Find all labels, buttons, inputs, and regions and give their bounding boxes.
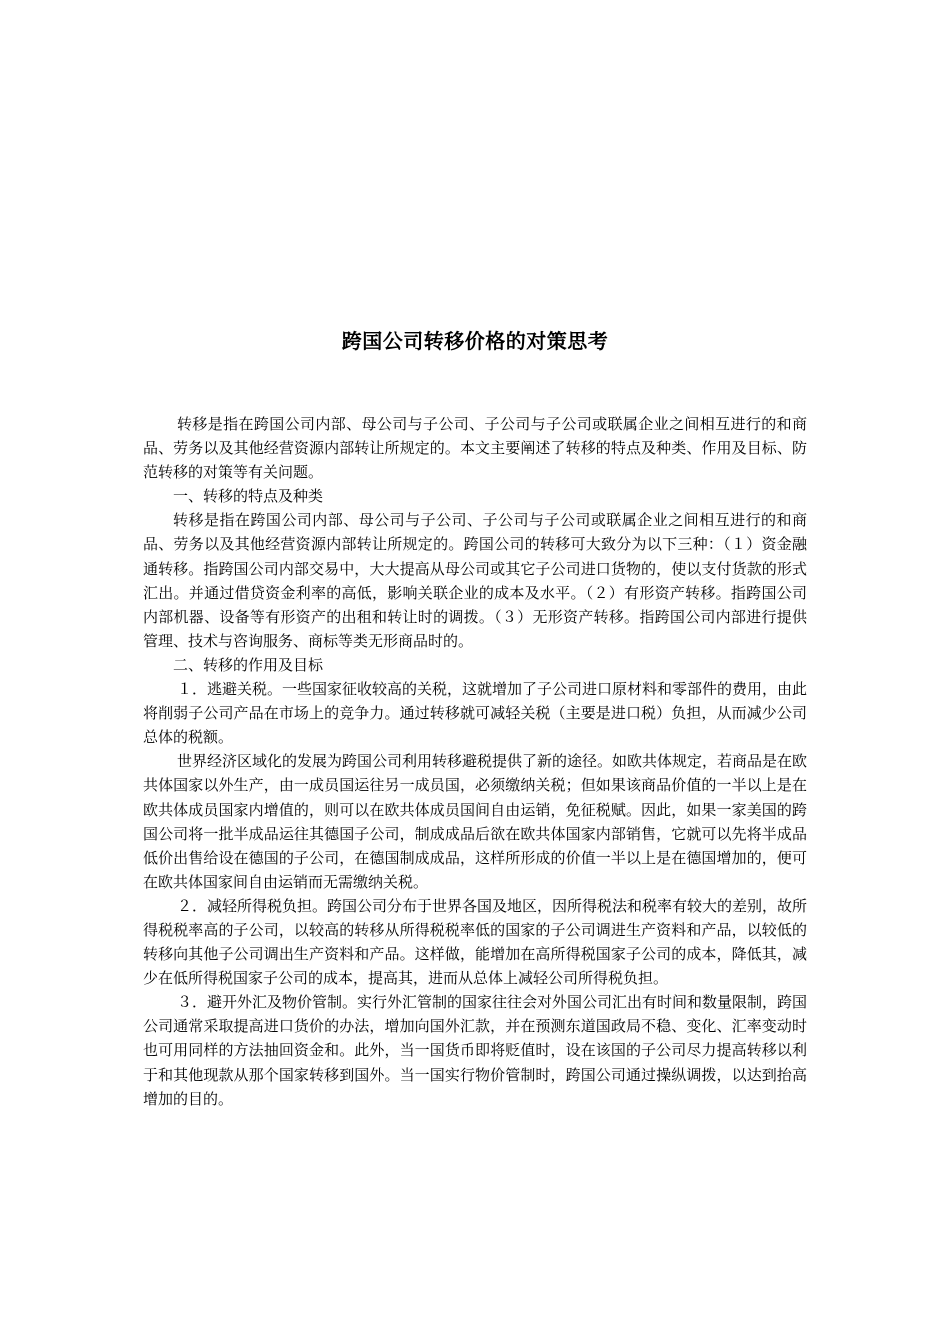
document-title: 跨国公司转移价格的对策思考 [341,329,609,353]
paragraph-tariff: １．逃避关税。一些国家征收较高的关税，这就增加了子公司进口原材料和零部件的费用，由此将削弱子公司产品在市场上的竞争力。通过转移就可减轻关税（主要是进口税）负担，从而减少公司总体的税额。 [143,680,808,747]
section-heading-1: 一、转移的特点及种类 [173,487,324,506]
paragraph-regional-economy: 世界经济区域化的发展为跨国公司利用转移避税提供了新的途径。如欧共体规定，若商品是在欧共体国家以外生产，由一成员国运往另一成员国，必须缴纳关税；但如果该商品价值的一半以上是在欧共体成员国家内增值的，则可以在欧共体成员国间自由运销，免征税赋。因此，如果一家美国的跨国公司将一批半成品运往其德国子公司，制成成品后欲在欧共体国家内部销售，它就可以先将半成品低价出售给设在德国的子公司，在德国制成成品，这样所形成的价值一半以上是在德国增加的，便可在欧共体国家间自由运销而无需缴纳关税。 [143,752,808,891]
paragraph-definition: 转移是指在跨国公司内部、母公司与子公司、子公司与子公司或联属企业之间相互进行的和商品、劳务以及其他经营资源内部转让所规定的。跨国公司的转移可大致分为以下三种：（１）资金融通转移。指跨国公司内部交易中，大大提高从母公司或其它子公司进口货物的，使以支付货款的形式汇出。并通过借贷资金利率的高低，影响关联企业的成本及水平。（２）有形资产转移。指跨国公司内部机器、设备等有形资产的出租和转让时的调拨。（３）无形资产转移。指跨国公司内部进行提供管理、技术与咨询服务、商标等类无形商品时的。 [143,511,807,650]
paragraph-abstract: 转移是指在跨国公司内部、母公司与子公司、子公司与子公司或联属企业之间相互进行的和商品、劳务以及其他经营资源内部转让所规定的。本文主要阐述了转移的特点及种类、作用及目标、防范转移的对策等有关问题。 [143,415,807,482]
document-body [143,412,807,1111]
paragraph-foreign-exchange: ３．避开外汇及物价管制。实行外汇管制的国家往往会对外国公司汇出有时间和数量限制，跨国公司通常采取提高进口货价的办法，增加向国外汇款，并在预测东道国政局不稳、变化、汇率变动时也可用同样的方法抽回资金和。此外，当一国货币即将贬值时，设在该国的子公司尽力提高转移以利于和其他现款从那个国家转移到国外。当一国实行物价管制时，跨国公司通过操纵调拨，以达到抬高增加的目的。 [143,993,808,1108]
section-heading-2: 二、转移的作用及目标 [173,655,324,674]
paragraph-income-tax: ２．减轻所得税负担。跨国公司分布于世界各国及地区，因所得税法和税率有较大的差别，故所得税税率高的子公司，以较高的转移从所得税税率低的国家的子公司调进生产资料和产品，以较低的转移向其他子公司调出生产资料和产品。这样做，能增加在高所得税国家子公司的成本，降低其，减少在低所得税国家子公司的成本，提高其，进而从总体上减轻公司所得税负担。 [143,896,808,988]
